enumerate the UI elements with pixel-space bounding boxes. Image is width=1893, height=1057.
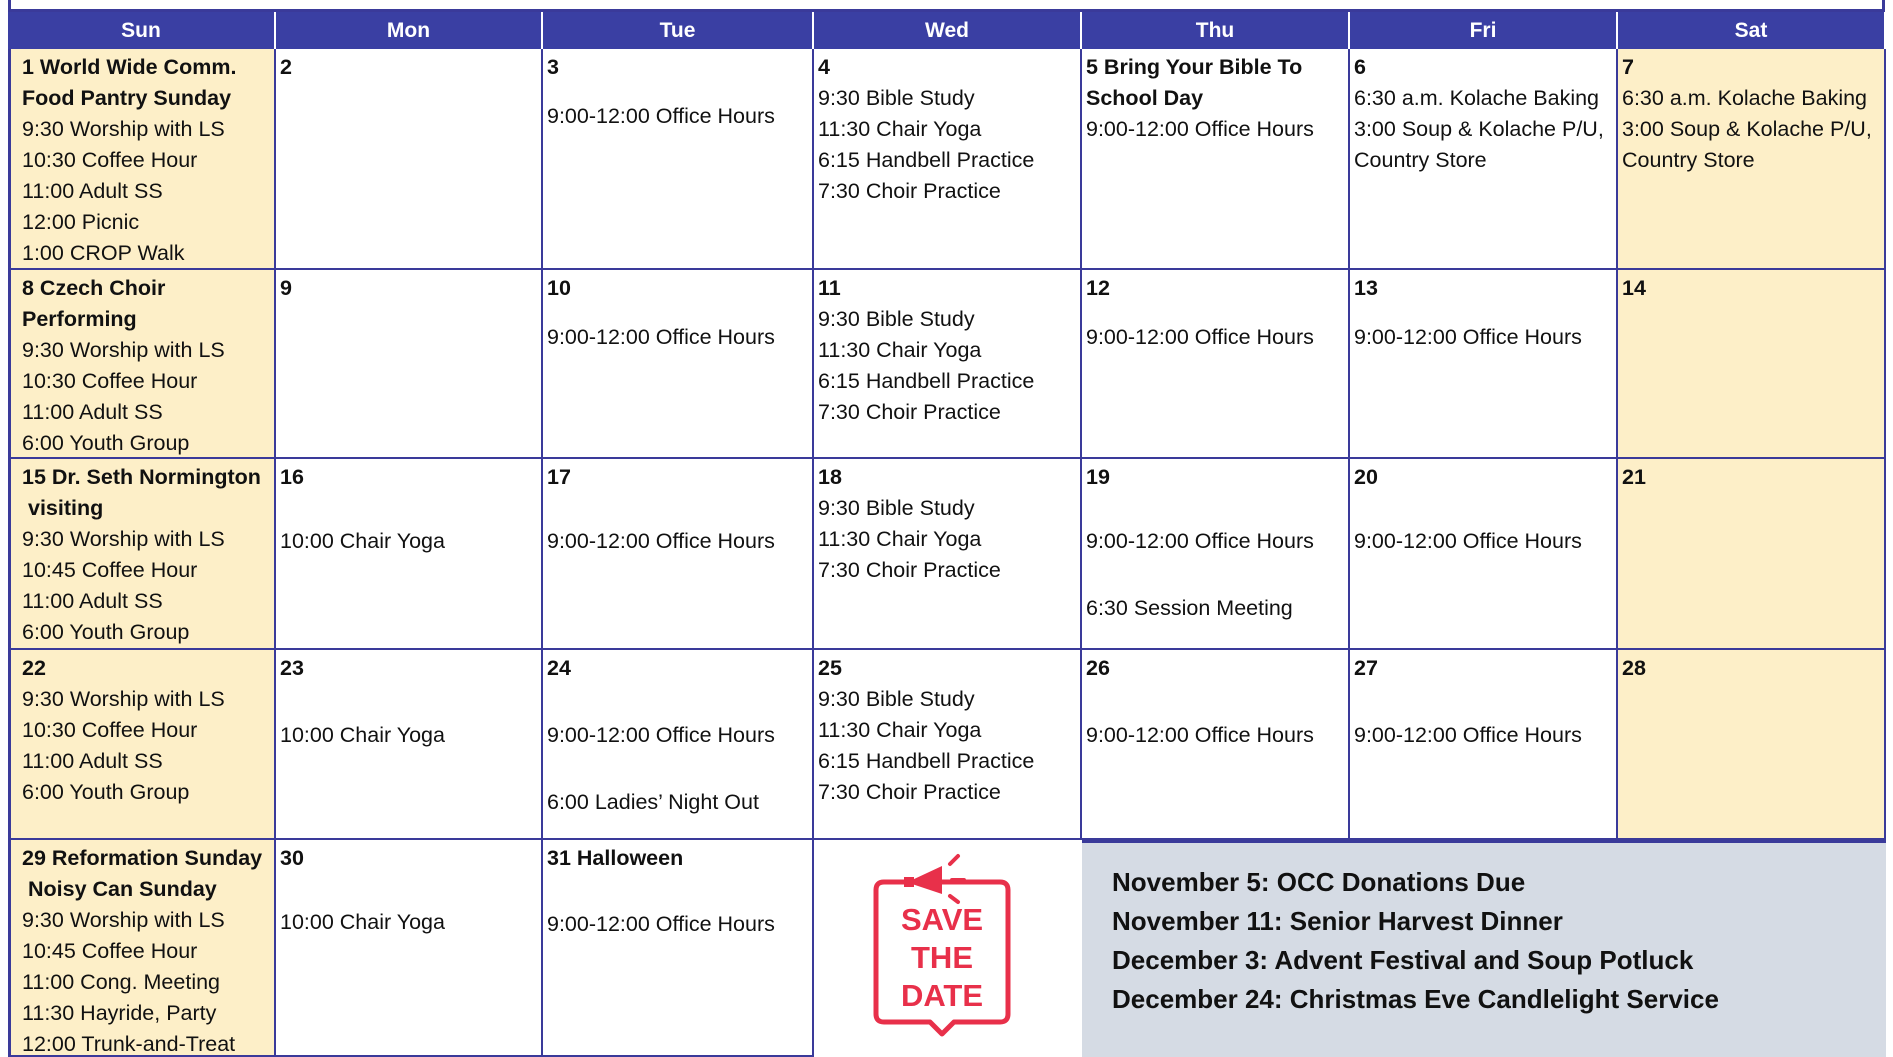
event-item: 9:00-12:00 Office Hours [547,723,775,747]
day-number: 20 [1354,465,1378,489]
event-item: 6:00 Youth Group [22,431,190,455]
day-cell[interactable] [543,49,814,270]
weekday-header-wed: Wed [814,12,1082,49]
weekday-header-sat: Sat [1618,12,1886,49]
day-number: 1 World Wide Comm. Food Pantry Sunday [22,55,237,110]
event-item: 9:00-12:00 Office Hours [1354,529,1582,553]
event-item: 9:30 Bible Study [818,307,975,331]
event-item: 11:00 Cong. Meeting [22,970,221,994]
day-number: 26 [1086,656,1110,680]
weekday-header-thu: Thu [1082,12,1350,49]
event-item: 11:00 Adult SS [22,179,163,203]
event-item: 9:30 Worship with LS [22,527,225,551]
event-item: 10:30 Coffee Hour [22,148,198,172]
announcements-panel [1082,840,1886,1057]
day-cell[interactable] [543,650,814,840]
event-item: 3:00 Soup & Kolache P/U, [1622,117,1872,141]
event-item: 9:00-12:00 Office Hours [1086,325,1314,349]
event-item: 6:00 Youth Group [22,620,190,644]
day-number: 10 [547,276,571,300]
megaphone-icon [904,856,964,902]
event-item: 9:30 Worship with LS [22,338,225,362]
event-item: 10:30 Coffee Hour [22,718,198,742]
day-cell[interactable] [276,49,543,270]
event-item: 3:00 Soup & Kolache P/U, [1354,117,1604,141]
day-number: 29 Reformation Sunday Noisy Can Sunday [22,846,263,901]
save-the-date-graphic [842,842,1042,1040]
event-item: 9:00-12:00 Office Hours [547,529,775,553]
calendar-top-border [8,0,1885,12]
event-item: 11:30 Hayride, Party [22,1001,217,1025]
event-item: 11:30 Chair Yoga [818,117,982,141]
day-number: 28 [1622,656,1646,680]
day-number: 9 [280,276,292,300]
event-item: 7:30 Choir Practice [818,400,1001,424]
save-the-date-line-3: DATE [900,978,984,1013]
weekday-header-tue: Tue [543,12,814,49]
event-item: 9:00-12:00 Office Hours [1086,529,1314,553]
day-number: 23 [280,656,304,680]
event-item: 6:00 Youth Group [22,780,190,804]
event-item: 9:00-12:00 Office Hours [1354,723,1582,747]
day-number: 15 Dr. Seth Normington visiting [22,465,261,520]
event-item: 10:30 Coffee Hour [22,369,198,393]
event-item: 10:00 Chair Yoga [280,910,445,934]
announcement-item: November 5: OCC Donations Due [1112,867,1526,897]
event-item: 11:30 Chair Yoga [818,338,982,362]
day-number: 12 [1086,276,1110,300]
calendar-left-border [8,49,11,1057]
event-item: 12:00 Picnic [22,210,140,234]
weekday-header-mon: Mon [276,12,543,49]
save-the-date-line-2: THE [911,940,973,975]
save-the-date-line-1: SAVE [900,902,984,937]
day-number: 22 [22,656,46,680]
day-number: 30 [280,846,304,870]
event-item: 10:45 Coffee Hour [22,939,198,963]
day-number: 8 Czech Choir Performing [22,276,172,331]
day-number: 18 [818,465,842,489]
event-item: 7:30 Choir Practice [818,179,1001,203]
day-number: 27 [1354,656,1378,680]
day-cell[interactable] [1350,49,1618,270]
day-number: 19 [1086,465,1110,489]
event-item: 11:00 Adult SS [22,400,163,424]
day-cell[interactable] [814,270,1082,459]
day-cell[interactable] [8,650,276,840]
event-item: 9:00-12:00 Office Hours [547,912,775,936]
event-item: 10:00 Chair Yoga [280,529,445,553]
event-item: 11:30 Chair Yoga [818,718,982,742]
day-cell[interactable] [1350,459,1618,650]
day-cell[interactable] [1082,49,1350,270]
event-item: 7:30 Choir Practice [818,780,1001,804]
event-item: 11:30 Chair Yoga [818,527,982,551]
event-item: 1:00 CROP Walk [22,241,185,265]
event-item: 6:15 Handbell Practice [818,369,1035,393]
event-item: 6:30 a.m. Kolache Baking [1622,86,1868,110]
day-cell[interactable] [1350,650,1618,840]
day-number: 13 [1354,276,1378,300]
day-number: 24 [547,656,571,680]
day-number: 25 [818,656,842,680]
day-cell[interactable] [1618,270,1886,459]
event-item: 9:30 Bible Study [818,687,975,711]
day-number: 3 [547,55,559,79]
event-item: 6:15 Handbell Practice [818,749,1035,773]
day-number: 14 [1622,276,1646,300]
announcement-item: December 24: Christmas Eve Candlelight Service [1112,984,1719,1014]
day-number: 2 [280,55,292,79]
event-item: 9:00-12:00 Office Hours [547,104,775,128]
event-item: 10:45 Coffee Hour [22,558,198,582]
event-item: 6:00 Ladies’ Night Out [547,790,759,814]
day-number: 31 Halloween [547,846,684,870]
event-item: 9:00-12:00 Office Hours [1086,723,1314,747]
day-cell[interactable] [543,840,814,1057]
event-item: 11:00 Adult SS [22,749,163,773]
day-cell[interactable] [8,459,276,650]
event-item: 9:00-12:00 Office Hours [547,325,775,349]
announcement-item: December 3: Advent Festival and Soup Potluck [1112,945,1694,975]
day-cell[interactable] [543,459,814,650]
event-item: 9:30 Bible Study [818,496,975,520]
event-item: 9:30 Bible Study [818,86,975,110]
day-number: 16 [280,465,304,489]
day-cell[interactable] [276,650,543,840]
event-item: 9:00-12:00 Office Hours [1086,117,1314,141]
day-cell[interactable] [1618,459,1886,650]
day-cell[interactable] [1082,650,1350,840]
event-item: 9:30 Worship with LS [22,908,225,932]
day-number: 7 [1622,55,1634,79]
weekday-header-fri: Fri [1350,12,1618,49]
day-cell[interactable] [814,49,1082,270]
day-cell[interactable] [8,270,276,459]
event-item: Country Store [1354,148,1487,172]
event-item: 6:30 a.m. Kolache Baking [1354,86,1600,110]
day-cell[interactable] [276,270,543,459]
day-cell[interactable] [814,459,1082,650]
event-item: 12:00 Trunk-and-Treat [22,1032,236,1056]
day-number: 4 [818,55,830,79]
day-cell[interactable] [1618,49,1886,270]
day-number: 5 Bring Your Bible To School Day [1086,55,1303,110]
day-cell[interactable] [814,650,1082,840]
day-number: 17 [547,465,571,489]
day-cell[interactable] [1082,459,1350,650]
day-number: 6 [1354,55,1366,79]
event-item: 6:30 Session Meeting [1086,596,1293,620]
event-item: 7:30 Choir Practice [818,558,1001,582]
announcement-item: November 11: Senior Harvest Dinner [1112,906,1563,936]
event-item: 9:30 Worship with LS [22,687,225,711]
day-cell[interactable] [276,459,543,650]
day-number: 11 [818,276,841,300]
day-cell[interactable] [1082,270,1350,459]
weekday-header-sun: Sun [8,12,276,49]
day-cell[interactable] [8,840,276,1057]
event-item: 9:00-12:00 Office Hours [1354,325,1582,349]
day-cell[interactable] [8,49,276,270]
day-cell[interactable] [543,270,814,459]
event-item: 6:15 Handbell Practice [818,148,1035,172]
event-item: 11:00 Adult SS [22,589,163,613]
event-item: 10:00 Chair Yoga [280,723,445,747]
event-item: 9:30 Worship with LS [22,117,225,141]
day-cell[interactable] [276,840,543,1057]
day-number: 21 [1622,465,1646,489]
day-cell[interactable] [1350,270,1618,459]
event-item: Country Store [1622,148,1755,172]
day-cell[interactable] [1618,650,1886,840]
